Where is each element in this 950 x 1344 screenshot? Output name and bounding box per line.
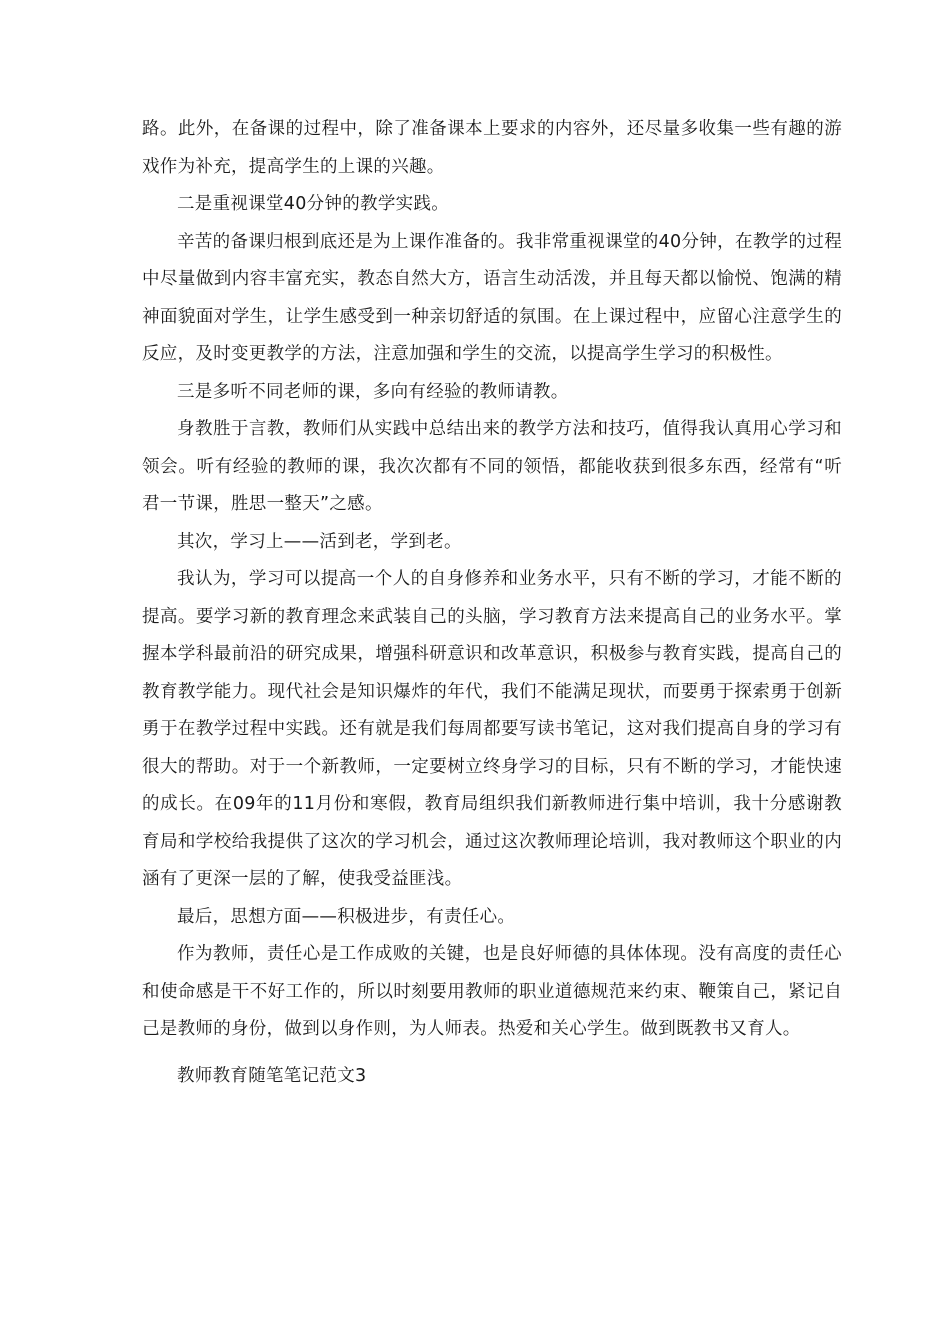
paragraph-ideology-heading: 最后，思想方面——积极进步，有责任心。	[177, 906, 516, 927]
section-title: 教师教育随笔笔记范文3	[177, 1065, 367, 1086]
paragraph-point-two-heading: 二是重视课堂40分钟的教学实践。	[177, 194, 450, 214]
paragraph-learn-from-teachers: 身教胜于言教，教师们从实践中总结出来的教学方法和技巧，值得我认真用心学习和领会。听有经验的教师的课，我次次都有不同的领悟，都能收获到很多东西，经常有“听君一节课，胜思一整天”之感。	[142, 419, 842, 514]
paragraph-lifelong-learning: 我认为，学习可以提高一个人的自身修养和业务水平，只有不断的学习，才能不断的提高。要学习新的教育理念来武装自己的头脑，学习教育方法来提高自己的业务水平。掌握本学科最前沿的研究成果，增强科研意识和改革意识，积极参与教育实践，提高自己的教育教学能力。现代社会是知识爆炸的年代，我们不能满足现状，而要勇于探索勇于创新勇于在教学过程中实践。还有就是我们每周都要写读书笔记，这对我们提高自身的学习有很大的帮助。对于一个新教师，一定要树立终身学习的目标，只有不断的学习，才能快速的成长。在09年的11月份和寒假，教育局组织我们新教师进行集中培训，我十分感谢教育局和学校给我提供了这次的学习机会，通过这次教师理论培训，我对教师这个职业的内涵有了更深一层的了解，使我受益匪浅。	[142, 569, 842, 889]
paragraph-study-heading: 其次，学习上——活到老，学到老。	[177, 531, 462, 552]
paragraph-lesson-preparation: 辛苦的备课归根到底还是为上课作准备的。我非常重视课堂的40分钟，在教学的过程中尽量做到内容丰富充实，教态自然大方，语言生动活泼，并且每天都以愉悦、饱满的精神面貌面对学生，让学生感受到一种亲切舒适的氛围。在上课过程中，应留心注意学生的反应，及时变更教学的方法，注意加强和学生的交流，以提高学生学习的积极性。	[142, 231, 842, 364]
paragraph-responsibility: 作为教师，责任心是工作成败的关键，也是良好师德的具体体现。没有高度的责任心和使命感是干不好工作的，所以时刻要用教师的职业道德规范来约束、鞭策自己，紧记自己是教师的身份，做到以身作则，为人师表。热爱和关心学生。做到既教书又育人。	[142, 944, 842, 1039]
paragraph-continuation: 路。此外，在备课的过程中，除了准备课本上要求的内容外，还尽量多收集一些有趣的游戏作为补充，提高学生的上课的兴趣。	[142, 119, 842, 177]
document-body	[142, 111, 842, 1095]
paragraph-point-three-heading: 三是多听不同老师的课，多向有经验的教师请教。	[177, 381, 569, 402]
